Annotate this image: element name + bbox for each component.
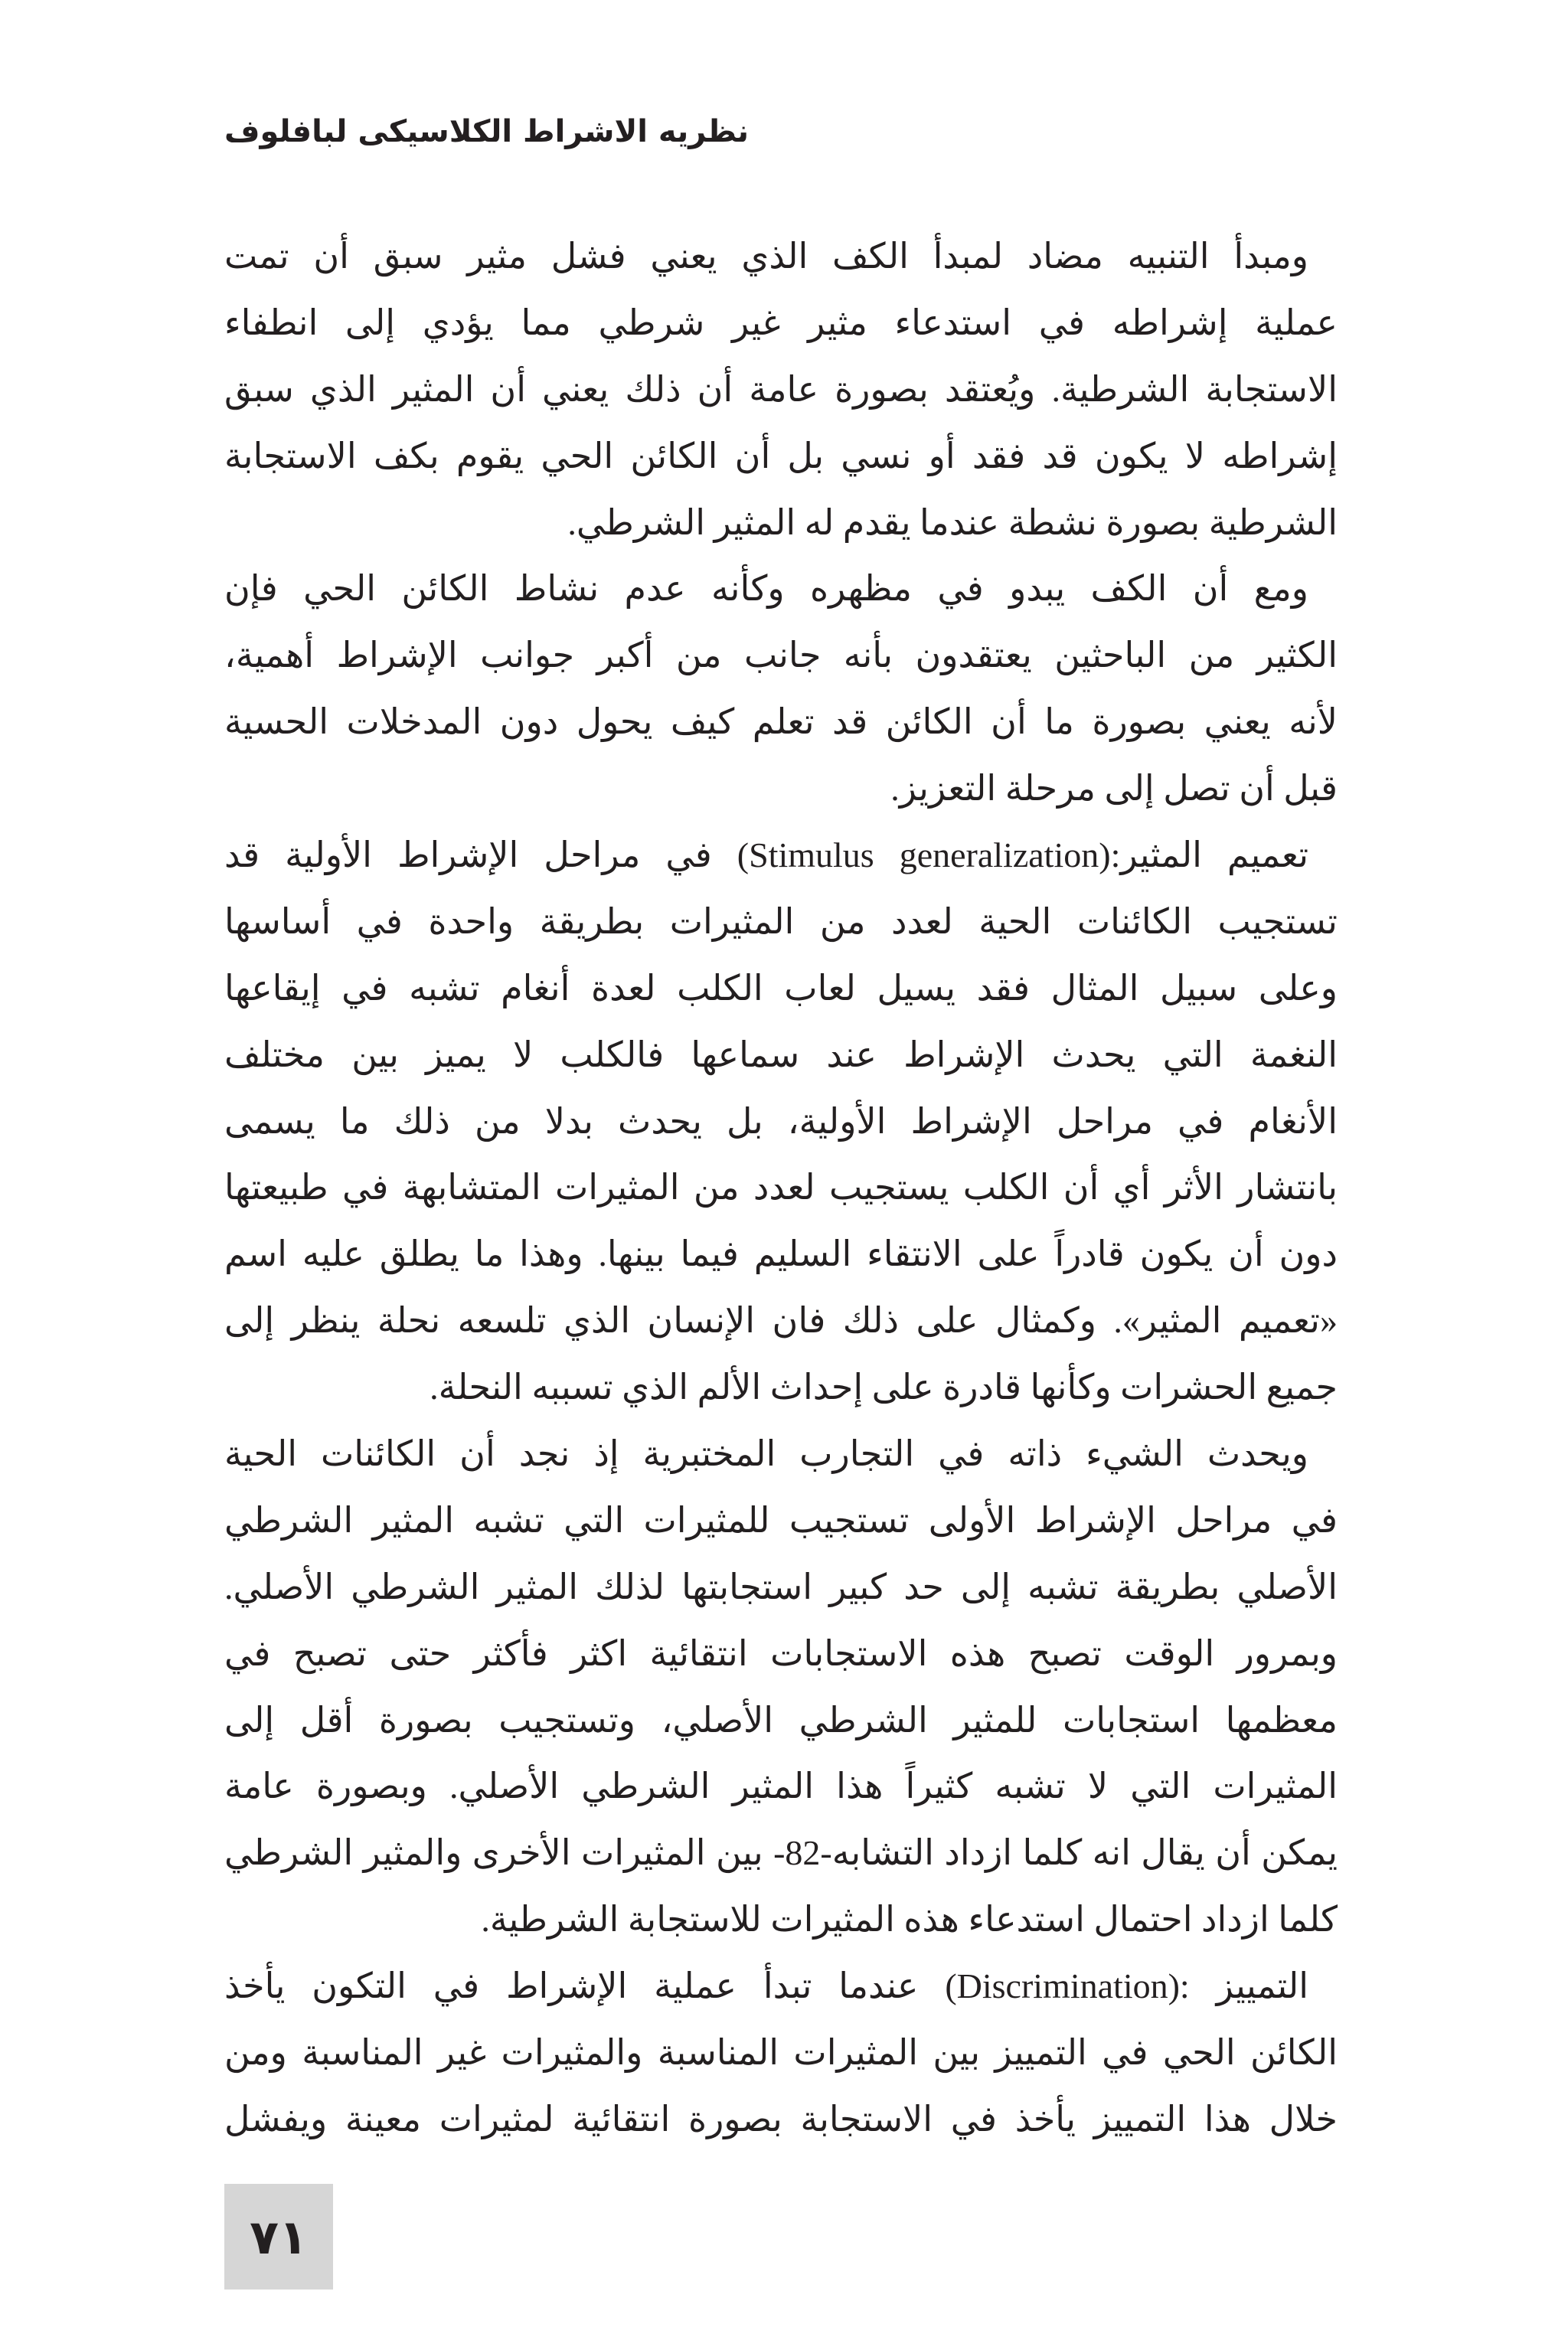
text-line: وعلى سبيل المثال فقد يسيل لعاب الكلب لعدة أنغام تشبه في إيقاعها [224,968,1338,1008]
text-line: بانتشار الأثر أي أن الكلب يستجيب لعدد من المثيرات المتشابهة في طبيعتها [224,1168,1338,1208]
paragraph [224,1421,1338,1953]
text-line: في مراحل الإشراط الأولى تستجيب للمثيرات التي تشبه المثير الشرطي [224,1500,1338,1540]
text-line: الكثير من الباحثين يعتقدون بأنه جانب من أكبر جوانب الإشراط أهمية، [224,636,1338,675]
page-number-box [224,2184,333,2290]
text-line: الشرطية بصورة نشطة عندما يقدم له المثير الشرطي. [567,502,1338,542]
text-line: ومبدأ التنبيه مضاد لمبدأ الكف الذي يعني فشل مثير سبق أن تمت [224,237,1308,276]
text-line: جميع الحشرات وكأنها قادرة على إحداث الألم الذي تسببه النحلة. [430,1368,1338,1407]
text-line: لأنه يعني بصورة ما أن الكائن قد تعلم كيف يحول دون المدخلات الحسية [224,702,1338,742]
text-line: عملية إشراطه في استدعاء مثير غير شرطي مما يؤدي إلى انطفاء [224,302,1338,342]
text-line: الأصلي بطريقة تشبه إلى حد كبير استجابتها لذلك المثير الشرطي الأصلي. [224,1567,1338,1606]
running-header: نظريه الاشراط الكلاسيكى لبافلوف [224,114,750,149]
text-line: النغمة التي يحدث الإشراط عند سماعها فالكلب لا يميز بين مختلف [224,1034,1338,1074]
text-line: يمكن أن يقال انه كلما ازداد التشابه-82- بين المثيرات الأخرى والمثير الشرطي [224,1833,1338,1873]
text-line: الاستجابة الشرطية. ويُعتقد بصورة عامة أن ذلك يعني أن المثير الذي سبق [224,369,1338,409]
text-line: الأنغام في مراحل الإشراط الأولية، بل يحدث بدلا من ذلك ما يسمى [224,1101,1338,1141]
text-line: إشراطه لا يكون قد فقد أو نسي بل أن الكائن الحي يقوم بكف الاستجابة [224,436,1338,476]
body-text [224,224,1338,2153]
text-line: تعميم المثير:(Stimulus generalization) في مراحل الإشراط الأولية قد [224,835,1308,875]
paragraph [224,224,1338,556]
text-line: ويحدث الشيء ذاته في التجارب المختبرية إذ نجد أن الكائنات الحية [224,1434,1308,1474]
text-line: دون أن يكون قادراً على الانتقاء السليم فيما بينها. وهذا ما يطلق عليه اسم [224,1234,1338,1274]
text-line: «تعميم المثير». وكمثال على ذلك فان الإنسان الذي تلسعه نحلة ينظر إلى [224,1301,1338,1341]
paragraph [224,1953,1338,2153]
text-line: كلما ازداد احتمال استدعاء هذه المثيرات للاستجابة الشرطية. [481,1900,1338,1940]
text-line: معظمها استجابات للمثير الشرطي الأصلي، وتستجيب بصورة أقل إلى [224,1700,1338,1740]
paragraph [224,822,1338,1421]
paragraph [224,556,1338,822]
text-line: خلال هذا التمييز يأخذ في الاستجابة بصورة انتقائية لمثيرات معينة ويفشل [224,2099,1338,2139]
text-line: قبل أن تصل إلى مرحلة التعزيز. [890,769,1338,809]
text-line: ومع أن الكف يبدو في مظهره وكأنه عدم نشاط الكائن الحي فإن [224,569,1308,609]
text-line: تستجيب الكائنات الحية لعدد من المثيرات بطريقة واحدة في أساسها [224,901,1338,941]
text-line: وبمرور الوقت تصبح هذه الاستجابات انتقائية اكثر فأكثر حتى تصبح في [224,1633,1338,1673]
text-line: التمييز :(Discrimination) عندما تبدأ عملية الإشراط في التكون يأخذ [224,1966,1308,2006]
text-line: المثيرات التي لا تشبه كثيراً هذا المثير الشرطي الأصلي. وبصورة عامة [224,1767,1338,1806]
text-line: الكائن الحي في التمييز بين المثيرات المناسبة والمثيرات غير المناسبة ومن [224,2033,1338,2073]
page-number: ٧١ [250,2208,308,2265]
